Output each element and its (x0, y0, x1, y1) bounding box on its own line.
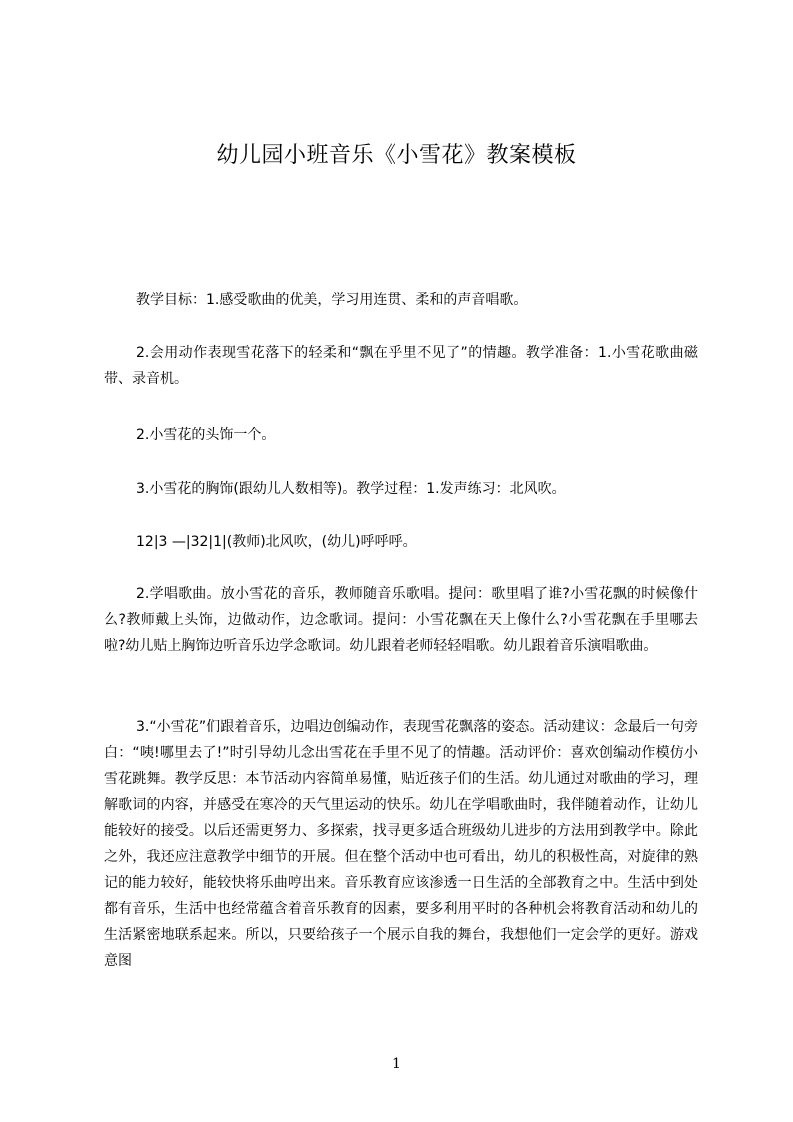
paragraph-chest-decoration-process: 3.小雪花的胸饰(跟幼儿人数相等)。教学过程：1.发声练习：北风吹。 (136, 481, 566, 497)
paragraph-headwear: 2.小雪花的头饰一个。 (136, 427, 276, 443)
paragraph-goal-2-preparation: 2.会用动作表现雪花落下的轻柔和“飘在乎里不见了”的情趣。教学准备：1.小雪花歌曲磁带、录音机。 (104, 345, 698, 387)
paragraph-learn-song: 2.学唱歌曲。放小雪花的音乐，教师随音乐歌唱。提问：歌里唱了谁?小雪花飘的时候像什么?教师戴上头饰，边做动作，边念歌词。提问：小雪花飘在天上像什么?小雪花飘在手里哪去啦?幼儿贴上胸饰边听音乐边学念歌词。幼儿跟着老师轻轻唱歌。幼儿跟着音乐演唱歌曲。 (104, 586, 698, 654)
paragraph-vocal-notation: 12|3 —|32|1|(教师)北风吹，(幼儿)呼呼呼。 (136, 534, 417, 550)
document-title: 幼儿园小班音乐《小雪花》教案模板 (216, 143, 577, 168)
page-number: 1 (392, 1056, 401, 1072)
paragraph-teaching-goals: 教学目标：1.感受歌曲的优美，学习用连贯、柔和的声音唱歌。 (136, 292, 528, 308)
paragraph-movement-reflection: 3.“小雪花”们跟着音乐，边唱边创编动作，表现雪花飘落的姿态。活动建议：念最后一句旁白：“咦!哪里去了!”时引导幼儿念出雪花在手里不见了的情趣。活动评价：喜欢创编动作模仿小雪花跳舞。教学反思：本节活动内容简单易懂，贴近孩子们的生活。幼儿通过对歌曲的学习，理解歌词的内容，并感受在寒冷的天气里运动的快乐。幼儿在学唱歌曲时，我伴随着动作，让幼儿能较好的接受。以后还需更努力、多探索，找寻更多适合班级幼儿进步的方法用到教学中。除此之外，我还应注意教学中细节的开展。但在整个活动中也可看出，幼儿的积极性高，对旋律的熟记的能力较好，能较快将乐曲哼出来。音乐教育应该渗透一日生活的全部教育之中。生活中到处都有音乐，生活中也经常蕴含着音乐教育的因素，要多利用平时的各种机会将教育活动和幼儿的生活紧密地联系起来。所以，只要给孩子一个展示自我的舞台，我想他们一定会学的更好。游戏意图 (104, 719, 698, 969)
